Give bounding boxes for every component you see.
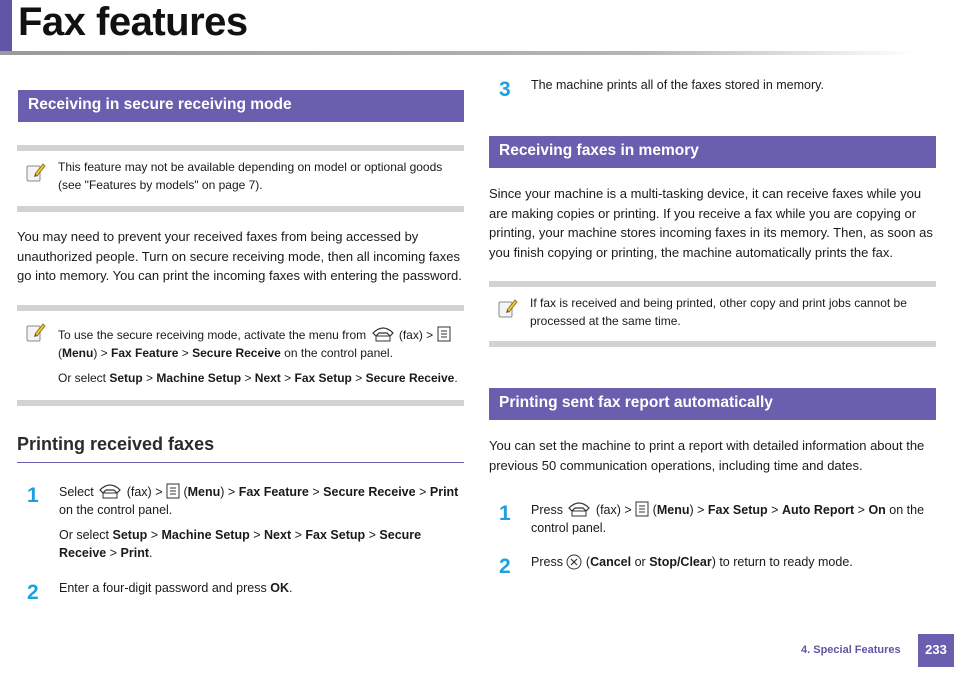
footer-chapter: 4. Special Features	[801, 644, 901, 656]
fax-icon	[370, 325, 396, 343]
note-pencil-icon	[497, 297, 519, 319]
page-title: Fax features	[18, 0, 248, 44]
note-box-availability	[17, 145, 464, 212]
report-paragraph: You can set the machine to print a report with detailed information about the previous 50 communication operations, including time and dates.	[489, 438, 925, 473]
fax-icon	[566, 500, 592, 518]
menu-icon	[635, 501, 649, 517]
step-number: 1	[27, 484, 39, 507]
step-number: 2	[499, 555, 511, 578]
step-2-text: Enter a four-digit password and press OK.	[59, 581, 293, 595]
section-heading-sent-fax-report: Printing sent fax report automatically	[489, 388, 936, 420]
note-pencil-icon	[25, 321, 47, 343]
note-box-secure-mode	[17, 305, 464, 406]
step-number: 1	[499, 502, 511, 525]
section-heading-secure-receiving: Receiving in secure receiving mode	[18, 90, 464, 122]
fax-icon	[97, 482, 123, 500]
step-1-alt-text: Or select Setup > Machine Setup > Next > Fax Setup > Secure Receive > Print.	[59, 528, 422, 560]
intro-paragraph: You may need to prevent your received faxes from being accessed by unauthorized people. Turn on secure receiving mode, then all incoming faxes go into memory. You can print the incoming faxes with entering the password.	[17, 229, 462, 283]
step-number: 2	[27, 581, 39, 604]
step-number: 3	[499, 78, 511, 101]
section-heading-receiving-memory: Receiving faxes in memory	[489, 136, 936, 168]
menu-icon	[166, 483, 180, 499]
page-number: 233	[918, 634, 954, 667]
step-1-text: Select (fax) > (Menu) > Fax Feature > Secure Receive > Print on the control panel.	[59, 482, 464, 519]
note-text: If fax is received and being printed, other copy and print jobs cannot be processed at the same time.	[530, 296, 907, 328]
note-text: This feature may not be available depending on model or optional goods (see "Features by models" on page 7).	[58, 160, 443, 192]
report-step-2-text: Press (Cancel or Stop/Clear) to return to ready mode.	[531, 555, 853, 569]
note-box-fax-printing	[489, 281, 936, 347]
title-accent-bar	[0, 0, 12, 52]
cancel-icon	[566, 554, 582, 570]
menu-icon	[437, 326, 451, 342]
subheading-rule	[17, 462, 464, 463]
note-alt-path: Or select Setup > Machine Setup > Next > Fax Setup > Secure Receive.	[58, 371, 458, 385]
report-step-1-text: Press (fax) > (Menu) > Fax Setup > Auto Report > On on the control panel.	[531, 500, 936, 537]
note-pencil-icon	[25, 161, 47, 183]
step-3-text: The machine prints all of the faxes stored in memory.	[531, 78, 824, 92]
subheading-printing-received: Printing received faxes	[17, 434, 215, 454]
title-rule	[0, 51, 915, 55]
memory-paragraph: Since your machine is a multi-tasking device, it can receive faxes while you are making copies or printing. If you receive a fax while you are copying or printing, your machine stores incoming faxes in its memory. Then, as soon as you finish copying or printing, the machine automatically prints the fax.	[489, 186, 933, 260]
note-text: To use the secure receiving mode, activate the menu from (fax) > (Menu) > Fax Feature > Secure Receive on the control panel.	[58, 325, 463, 362]
